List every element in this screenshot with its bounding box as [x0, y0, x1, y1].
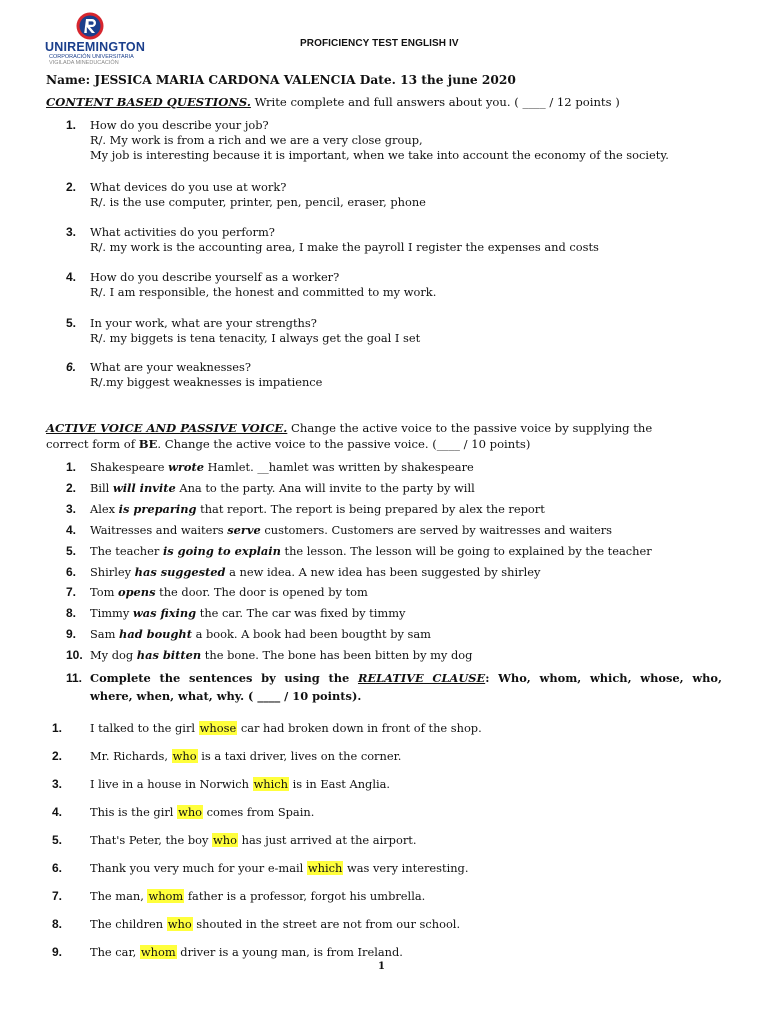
item-number: 2. [52, 749, 63, 763]
sentence-verb: is going to explain [162, 543, 281, 558]
question-text-block [90, 270, 436, 300]
answer-text: R/. my biggets is tena tenacity, I always get the goal I set [90, 330, 421, 345]
section2-instructions-line2: correct form of BE. Change the active voice to the passive voice. (____ / 10 points) [46, 437, 531, 451]
question-number: 3. [66, 225, 77, 239]
be-keyword: BE [138, 437, 158, 451]
sentence-end: comes from Spain. [203, 805, 315, 819]
section1-heading [46, 95, 620, 110]
section2-title: ACTIVE VOICE AND PASSIVE VOICE. [46, 421, 288, 435]
item-number: 4. [52, 805, 63, 819]
sentence-verb: wrote [168, 460, 204, 474]
sentence-verb: has suggested [134, 564, 226, 579]
sentence-answer: customers. Customers are served by waitresses and waiters [260, 522, 613, 537]
highlighted-answer: whom [148, 889, 184, 903]
item-number: 6. [52, 861, 63, 875]
item-number: 3. [52, 777, 63, 791]
section1-title: CONTENT BASED QUESTIONS. [46, 95, 251, 109]
sentence-subject: Sam [90, 627, 120, 642]
item-sentence [90, 565, 540, 580]
sentence-end: is a taxi driver, lives on the corner. [197, 749, 402, 763]
sentence-subject: Waitresses and waiters [90, 522, 228, 537]
sentence-answer: the bone. The bone has been bitten by my dog [201, 648, 473, 663]
highlighted-answer: who [167, 917, 192, 931]
sentence-answer: the door. The door is opened by tom [155, 585, 368, 600]
item-sentence [90, 481, 475, 496]
question-text-block [90, 360, 322, 390]
answer-text: R/. my work is the accounting area, I make the payroll I register the expenses and costs [90, 239, 599, 254]
item-sentence [90, 945, 403, 960]
section3-heading [66, 669, 722, 705]
sentence-start: This is the girl [90, 805, 178, 819]
item-number: 3. [66, 501, 77, 516]
item-sentence [90, 721, 482, 736]
item-sentence [90, 833, 416, 848]
highlighted-answer: who [172, 749, 197, 763]
section3-number: 11. [66, 671, 83, 685]
answer-text: R/. I am responsible, the honest and committed to my work. [90, 284, 437, 299]
sentence-start: I talked to the girl [90, 721, 199, 735]
student-name-date: Name: JESSICA MARIA CARDONA VALENCIA Date. 13 the june 2020 [46, 73, 516, 87]
item-sentence [90, 889, 425, 904]
question-number: 5. [66, 316, 77, 330]
item-sentence [90, 585, 368, 600]
sentence-answer: that report. The report is being prepared by alex the report [196, 501, 545, 516]
sentence-verb: is preparing [118, 501, 197, 516]
item-number: 5. [52, 833, 63, 847]
section3-line2: where, when, what, why. ( ____ / 10 points). [90, 689, 362, 703]
sentence-start: Thank you very much for your e-mail [90, 861, 307, 875]
sentence-verb: has bitten [136, 648, 202, 663]
sentence-start: Mr. Richards, [90, 749, 172, 763]
question-number: 2. [66, 180, 77, 194]
question-number: 6. [66, 360, 77, 374]
item-sentence [90, 627, 431, 642]
section3-line1: Complete the sentences by using the RELATIVE CLAUSE: Who, whom, which, whose, who, [90, 671, 722, 685]
sentence-answer: a book. A book had been bougtht by sam [191, 627, 431, 642]
item-number: 10. [66, 648, 83, 663]
item-number: 8. [52, 917, 63, 931]
answer-text: R/. is the use computer, printer, pen, pencil, eraser, phone [90, 194, 426, 209]
answer-text: My job is interesting because it is important, when we take into account the economy of the society. [90, 147, 669, 162]
question-text: What devices do you use at work? [90, 180, 287, 194]
highlighted-answer: which [253, 777, 289, 791]
sentence-answer: Ana to the party. Ana will invite to the party by will [175, 480, 475, 495]
sentence-verb: opens [118, 585, 156, 600]
answer-text: R/. My work is from a rich and we are a very close group, [90, 132, 423, 147]
sentence-start: The children [90, 917, 167, 931]
item-sentence [90, 777, 390, 792]
highlighted-answer: whose [199, 721, 237, 735]
item-sentence [90, 544, 652, 559]
item-number: 1. [66, 460, 77, 474]
highlighted-answer: which [307, 861, 343, 875]
item-sentence [90, 606, 405, 621]
item-number: 9. [52, 945, 63, 959]
sentence-verb: was fixing [132, 606, 197, 621]
highlighted-answer: who [178, 805, 203, 819]
question-text: What are your weaknesses? [90, 360, 251, 374]
sentence-subject: Shirley [90, 564, 135, 579]
sentence-verb: serve [227, 522, 261, 537]
sentence-answer: a new idea. A new idea has been suggested by shirley [225, 564, 541, 579]
item-number: 5. [66, 543, 77, 558]
sentence-subject: Tom [90, 585, 118, 600]
item-sentence [90, 917, 460, 932]
sentence-end: is in East Anglia. [289, 777, 391, 791]
item-sentence [90, 861, 468, 876]
item-number: 1. [52, 721, 63, 735]
sentence-start: That's Peter, the boy [90, 833, 213, 847]
sentence-start: I live in a house in Norwich [90, 777, 253, 791]
sentence-end: car had broken down in front of the shop. [237, 721, 482, 735]
question-text-block [90, 316, 420, 346]
sentence-end: driver is a young man, is from Ireland. [176, 945, 403, 959]
logo-subtitle: CORPORACIÓN UNIVERSITARIA [49, 54, 134, 60]
item-sentence [90, 460, 474, 475]
item-number: 8. [66, 606, 77, 621]
item-number: 2. [66, 480, 77, 495]
item-sentence [90, 749, 401, 764]
question-text: How do you describe your job? [90, 118, 269, 132]
item-sentence [90, 523, 612, 538]
section2-instructions-1: Change the active voice to the passive voice by supplying the [287, 421, 653, 435]
sentence-subject: My dog [90, 648, 137, 663]
question-number: 4. [66, 270, 77, 284]
question-text-block [90, 225, 599, 255]
item-sentence [90, 502, 545, 517]
sentence-answer: the lesson. The lesson will be going to explained by the teacher [280, 543, 652, 558]
sentence-start: The man, [90, 889, 148, 903]
sentence-subject: The teacher [90, 543, 163, 558]
logo-r-icon [76, 12, 104, 40]
highlighted-answer: whom [140, 945, 176, 959]
question-text-block [90, 180, 426, 210]
item-number: 4. [66, 522, 77, 537]
item-number: 7. [66, 585, 77, 600]
sentence-end: has just arrived at the airport. [237, 833, 417, 847]
sentence-verb: will invite [112, 480, 176, 495]
sentence-subject: Bill [90, 480, 113, 495]
item-sentence [90, 805, 314, 820]
section1-instructions: Write complete and full answers about you. ( ____ / 12 points ) [250, 95, 620, 109]
sentence-answer: the car. The car was fixed by timmy [196, 606, 406, 621]
answer-text: R/.my biggest weaknesses is impatience [90, 374, 323, 389]
sentence-subject: Timmy [90, 606, 133, 621]
item-number: 6. [66, 564, 77, 579]
document-title: PROFICIENCY TEST ENGLISH IV [300, 38, 459, 49]
question-text: What activities do you perform? [90, 225, 275, 239]
sentence-end: father is a professor, forgot his umbrella. [184, 889, 426, 903]
question-text: In your work, what are your strengths? [90, 316, 317, 330]
sentence-subject: Shakespeare [90, 460, 169, 474]
sentence-verb: had bought [119, 627, 192, 642]
section2-heading [46, 421, 652, 436]
item-sentence [90, 648, 472, 663]
sentence-end: was very interesting. [343, 861, 469, 875]
sentence-start: The car, [90, 945, 140, 959]
item-number: 7. [52, 889, 63, 903]
question-number: 1. [66, 118, 77, 132]
highlighted-answer: who [213, 833, 237, 847]
logo-subtitle-2: VIGILADA MINEDUCACIÓN [49, 60, 119, 66]
question-text: How do you describe yourself as a worker? [90, 270, 340, 284]
question-text-block [90, 118, 669, 162]
sentence-subject: Alex [90, 501, 119, 516]
university-logo [45, 12, 145, 66]
sentence-answer: Hamlet. __hamlet was written by shakespeare [203, 460, 474, 474]
page-number: 1 [378, 961, 385, 972]
relative-clause-label: RELATIVE CLAUSE [357, 671, 486, 685]
item-number: 9. [66, 627, 77, 642]
logo-name: UNIREMINGTON [45, 40, 146, 54]
sentence-end: shouted in the street are not from our school. [192, 917, 461, 931]
